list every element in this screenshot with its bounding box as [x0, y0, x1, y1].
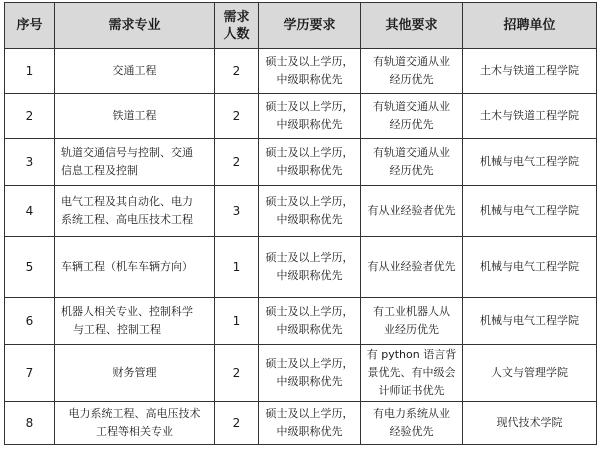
cell-other — [361, 139, 463, 186]
cell-major — [55, 139, 215, 186]
header-row — [5, 3, 597, 49]
cell-count: 2 — [215, 345, 259, 402]
cell-education-line: 硕士及以上学历， — [265, 146, 354, 159]
header-count-line2: 人数 — [223, 26, 250, 42]
cell-unit: 机械与电气工程学院 — [463, 298, 597, 345]
cell-index: 1 — [5, 49, 55, 94]
cell-major-line: 财务管理 — [112, 366, 157, 379]
cell-major-line: 机器人相关专业、控制科学 — [61, 305, 193, 318]
cell-other — [361, 298, 463, 345]
cell-education-line: 中级职称优先 — [276, 375, 343, 388]
cell-other — [361, 237, 463, 298]
cell-education-line: 硕士及以上学历， — [265, 305, 354, 318]
cell-education-line: 硕士及以上学历， — [265, 407, 354, 420]
cell-other-line: 业经历优先 — [384, 323, 439, 336]
recruitment-table-container — [4, 2, 596, 445]
cell-major-line: 工程等相关专业 — [96, 425, 173, 438]
cell-unit: 人文与管理学院 — [463, 345, 597, 402]
cell-other-line: 有轨道交通从业 — [373, 146, 450, 159]
cell-index: 3 — [5, 139, 55, 186]
header-count — [215, 3, 259, 49]
cell-unit: 机械与电气工程学院 — [463, 186, 597, 237]
cell-education — [259, 94, 361, 139]
cell-unit: 机械与电气工程学院 — [463, 237, 597, 298]
cell-major — [55, 186, 215, 237]
cell-count: 2 — [215, 94, 259, 139]
table-row — [5, 139, 597, 186]
cell-index: 6 — [5, 298, 55, 345]
cell-major-line: 电力系统工程、高电压技术 — [68, 407, 201, 420]
cell-other — [361, 94, 463, 139]
cell-education-line: 中级职称优先 — [276, 118, 343, 131]
table-row — [5, 94, 597, 139]
header-education: 学历要求 — [259, 3, 361, 49]
cell-other-line: 有从业经验者优先 — [367, 260, 456, 273]
cell-other-line: 有电力系统从业 — [373, 407, 450, 420]
cell-other-line: 有轨道交通从业 — [373, 55, 450, 68]
cell-index: 8 — [5, 402, 55, 445]
cell-major-line: 系统工程、高电压技术工程 — [61, 213, 193, 226]
cell-other — [361, 49, 463, 94]
cell-education-line: 中级职称优先 — [276, 323, 343, 336]
cell-education-line: 中级职称优先 — [276, 164, 343, 177]
table-row — [5, 186, 597, 237]
cell-other-line: 经历优先 — [389, 164, 434, 177]
cell-major — [55, 49, 215, 94]
cell-major — [55, 402, 215, 445]
cell-major-line: 与工程、控制工程 — [73, 323, 161, 336]
cell-other-line: 经历优先 — [389, 118, 434, 131]
cell-other-line: 景优先、有中级会 — [367, 366, 456, 379]
cell-education-line: 硕士及以上学历， — [265, 357, 354, 370]
cell-education — [259, 186, 361, 237]
header-major: 需求专业 — [55, 3, 215, 49]
cell-education-line: 中级职称优先 — [276, 213, 343, 226]
cell-education — [259, 402, 361, 445]
cell-major-line: 车辆工程（机车车辆方向） — [61, 260, 193, 273]
cell-index: 7 — [5, 345, 55, 402]
cell-unit: 现代技术学院 — [463, 402, 597, 445]
table-row — [5, 402, 597, 445]
cell-unit: 土木与铁道工程学院 — [463, 94, 597, 139]
cell-major-line: 轨道交通信号与控制、交通 — [61, 146, 193, 159]
cell-count: 2 — [215, 402, 259, 445]
cell-other-line: 计师证书优先 — [378, 384, 445, 397]
cell-index: 4 — [5, 186, 55, 237]
cell-education — [259, 237, 361, 298]
cell-other-line: 有 python 语言背 — [366, 348, 457, 361]
header-unit: 招聘单位 — [463, 3, 597, 49]
cell-count: 1 — [215, 298, 259, 345]
cell-count: 2 — [215, 49, 259, 94]
cell-other-line: 经历优先 — [389, 73, 434, 86]
cell-major-line: 铁道工程 — [112, 109, 157, 122]
cell-major — [55, 94, 215, 139]
cell-other-line: 有从业经验者优先 — [367, 204, 456, 217]
cell-education-line: 硕士及以上学历， — [265, 195, 354, 208]
header-index: 序号 — [5, 3, 55, 49]
cell-other — [361, 186, 463, 237]
cell-other — [361, 402, 463, 445]
cell-major — [55, 345, 215, 402]
cell-education-line: 中级职称优先 — [276, 73, 343, 86]
cell-major — [55, 298, 215, 345]
cell-unit: 土木与铁道工程学院 — [463, 49, 597, 94]
cell-index: 5 — [5, 237, 55, 298]
cell-major-line: 交通工程 — [112, 64, 157, 77]
cell-education-line: 硕士及以上学历， — [265, 100, 354, 113]
cell-major-line: 电气工程及其自动化、电力 — [61, 195, 193, 208]
cell-education — [259, 298, 361, 345]
cell-education-line: 硕士及以上学历， — [265, 55, 354, 68]
cell-education — [259, 345, 361, 402]
recruitment-table — [4, 2, 597, 445]
table-row — [5, 49, 597, 94]
cell-other-line: 经验优先 — [389, 425, 434, 438]
cell-count: 1 — [215, 237, 259, 298]
table-row — [5, 237, 597, 298]
cell-other-line: 有轨道交通从业 — [373, 100, 450, 113]
header-count-line1: 需求 — [223, 9, 250, 25]
cell-major-line: 信息工程及控制 — [61, 164, 138, 177]
cell-other-line: 有工业机器人从 — [373, 305, 450, 318]
cell-index: 2 — [5, 94, 55, 139]
cell-unit: 机械与电气工程学院 — [463, 139, 597, 186]
cell-major — [55, 237, 215, 298]
cell-education-line: 中级职称优先 — [276, 425, 343, 438]
cell-other — [361, 345, 463, 402]
cell-education-line: 中级职称优先 — [276, 269, 343, 282]
header-other: 其他要求 — [361, 3, 463, 49]
cell-education — [259, 49, 361, 94]
cell-education-line: 硕士及以上学历， — [265, 251, 354, 264]
cell-education — [259, 139, 361, 186]
cell-count: 2 — [215, 139, 259, 186]
table-row — [5, 345, 597, 402]
table-row — [5, 298, 597, 345]
cell-count: 3 — [215, 186, 259, 237]
